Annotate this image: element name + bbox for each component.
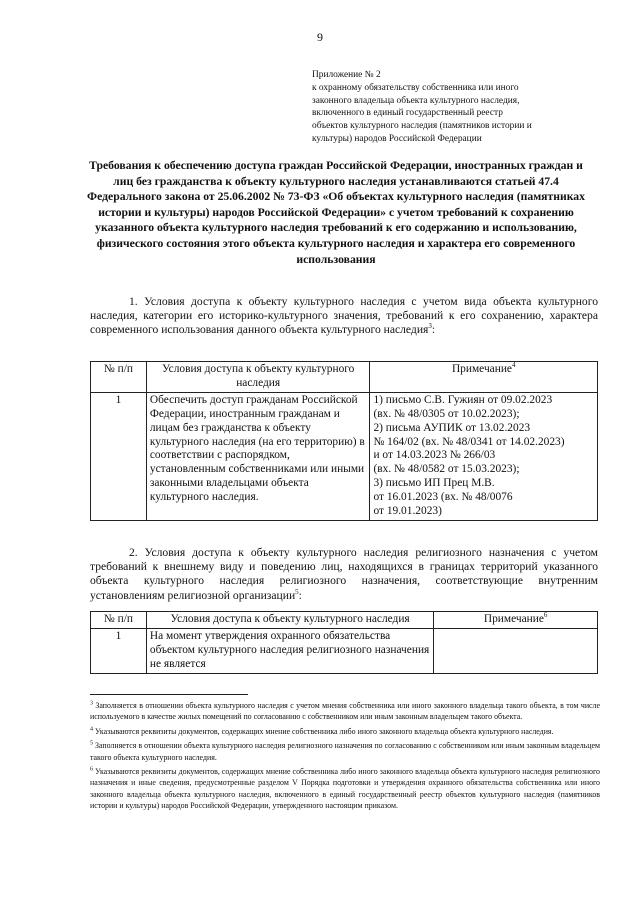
note-line: 1) письмо С.В. Гужиян от 09.02.2023 xyxy=(373,393,553,406)
page-number: 9 xyxy=(317,30,323,44)
row-note xyxy=(434,628,598,673)
footnote-number: 3 xyxy=(90,700,93,707)
footnote-ref-6: 6 xyxy=(543,611,548,620)
footnote xyxy=(90,700,600,723)
footnote-number: 5 xyxy=(90,740,93,747)
footnote-text: Указываются реквизиты документов, содержащих мнение собственника либо иного законного владельца объекта культурного наследия религиозного назначения и иные сведения, предусмотренные разделом V Порядка подготовки и утверждения охранного обязательства собственника или иного законного владельца объекта культурного наследия, включенного в единый государственный реестр объектов культурного наследия (памятников истории и культуры) народов Российской Федерации, утвержденного настоящим приказом. xyxy=(90,767,600,811)
section-1-text: 1. Условия доступа к объекту культурного наследия с учетом вида объекта культурного наследия, категории его историко-культурного значения, требований к его сохранению, характера современного использования данного объекта культурного наследия xyxy=(90,295,598,337)
column-header-number: № п/п xyxy=(91,362,147,393)
appendix-line: культуры) народов Российской Федерации xyxy=(312,133,482,144)
appendix-line: объектов культурного наследия (памятников истории и xyxy=(312,121,532,132)
footnote xyxy=(90,726,600,737)
table-row xyxy=(91,628,598,673)
note-line: № 164/02 (вх. № 48/0341 от 14.02.2023) xyxy=(373,435,565,448)
document-title: Требования к обеспечению доступа граждан Российской Федерации, иностранных граждан и лиц без гражданства к объекту культурного наследия устанавливаются статьей 47.4 Федерального закона от 25.06.2002 № 73-ФЗ «Об объектах культурного наследия (памятниках истории и культуры) народов Российской Федерации» с учетом требований к сохранению указанного объекта культурного наследия требований к его содержанию и использованию, физического состояния этого объекта культурного наследия и характера его современного использования xyxy=(87,159,585,266)
footnote xyxy=(90,740,600,763)
footnote-separator xyxy=(90,694,248,695)
column-header-conditions: Условия доступа к объекту культурного наследия xyxy=(146,362,370,393)
section-1-paragraph: 1. Условия доступа к объекту культурного наследия с учетом вида объекта культурного наследия, категории его историко-культурного значения, требований к его сохранению, характера современного использования данного объекта культурного наследия$^3$: xyxy=(90,295,598,337)
footnote-ref-4: 4 xyxy=(511,361,516,370)
note-line: от 16.01.2023 (вх. № 48/0076 xyxy=(373,491,513,504)
note-line: 3) письмо ИП Прец М.В. xyxy=(373,477,495,490)
footnote-number: 4 xyxy=(90,726,93,733)
row-number: 1 xyxy=(91,392,147,520)
footnote-number: 6 xyxy=(90,766,93,773)
footnote-text: Заполняется в отношении объекта культурного наследия с учетом мнения собственника или иного законного владельца такого объекта, в том числе используемого в качестве жилых помещений по согласованию с собственником или иным законным владельцем такого объекта. xyxy=(90,701,600,722)
note-line: (вх. № 48/0582 от 15.03.2023); xyxy=(373,463,520,476)
section-2-text: 2. Условия доступа к объекту культурного наследия религиозного назначения с учетом требований к внешнему виду и поведению лиц, находящихся в границах территорий указанного объекта культурного наследия религиозного назначения, соответствующие внутренним установлениям религиозной организации xyxy=(90,546,598,602)
section-2-paragraph: 2. Условия доступа к объекту культурного наследия религиозного назначения с учетом требований к внешнему виду и поведению лиц, находящихся в границах территорий указанного объекта культурного наследия религиозного назначения, соответствующие внутренним установлениям религиозной организации$^5$: xyxy=(90,546,598,602)
footnote xyxy=(90,766,600,812)
column-header-note xyxy=(370,362,598,393)
column-header-number: № п/п xyxy=(91,612,147,629)
note-line: (вх. № 48/0305 от 10.02.2023); xyxy=(373,407,520,420)
row-conditions: На момент утверждения охранного обязательства объектом культурного наследия религиозного назначения не является xyxy=(146,628,433,673)
appendix-line: включенного в единый государственный реестр xyxy=(312,108,503,119)
appendix-line: Приложение № 2 xyxy=(312,70,381,80)
footnote-ref-3: 3 xyxy=(428,322,432,331)
row-conditions: Обеспечить доступ гражданам Российской Федерации, иностранным гражданам и лицам без гражданства к объекту культурного наследия (на его территорию) в соответствии с распорядком, установленным собственниками или иными законными владельцами объекта культурного наследия. xyxy=(146,392,370,520)
appendix-header xyxy=(312,69,602,146)
religious-access-table xyxy=(90,611,598,674)
table-header-row xyxy=(91,612,598,629)
column-header-conditions: Условия доступа к объекту культурного наследия xyxy=(146,612,433,629)
footnotes xyxy=(90,700,600,815)
appendix-line: к охранному обязательству собственника или иного xyxy=(312,82,519,93)
table-row xyxy=(91,392,598,520)
row-note xyxy=(370,392,598,520)
note-line: и от 14.03.2023 № 266/03 xyxy=(373,449,496,462)
column-header-note xyxy=(434,612,598,629)
table-header-row xyxy=(91,362,598,393)
footnote-text: Указываются реквизиты документов, содержащих мнение собственника либо иного законного владельца объекта культурного наследия. xyxy=(94,726,554,736)
appendix-line: законного владельца объекта культурного наследия, xyxy=(312,95,520,106)
access-conditions-table xyxy=(90,361,598,521)
column-header-note-label: Примечание xyxy=(483,613,544,625)
row-number: 1 xyxy=(91,628,147,673)
footnote-ref-5: 5 xyxy=(295,587,299,596)
note-line: от 19.01.2023) xyxy=(373,505,442,518)
column-header-note-label: Примечание xyxy=(451,363,512,375)
footnote-text: Заполняется в отношении объекта культурного наследия религиозного назначения по согласованию с собственником или иным законным владельцем такого объекта культурного наследия. xyxy=(90,741,600,762)
note-line: 2) письма АУПИК от 13.02.2023 xyxy=(373,421,531,434)
